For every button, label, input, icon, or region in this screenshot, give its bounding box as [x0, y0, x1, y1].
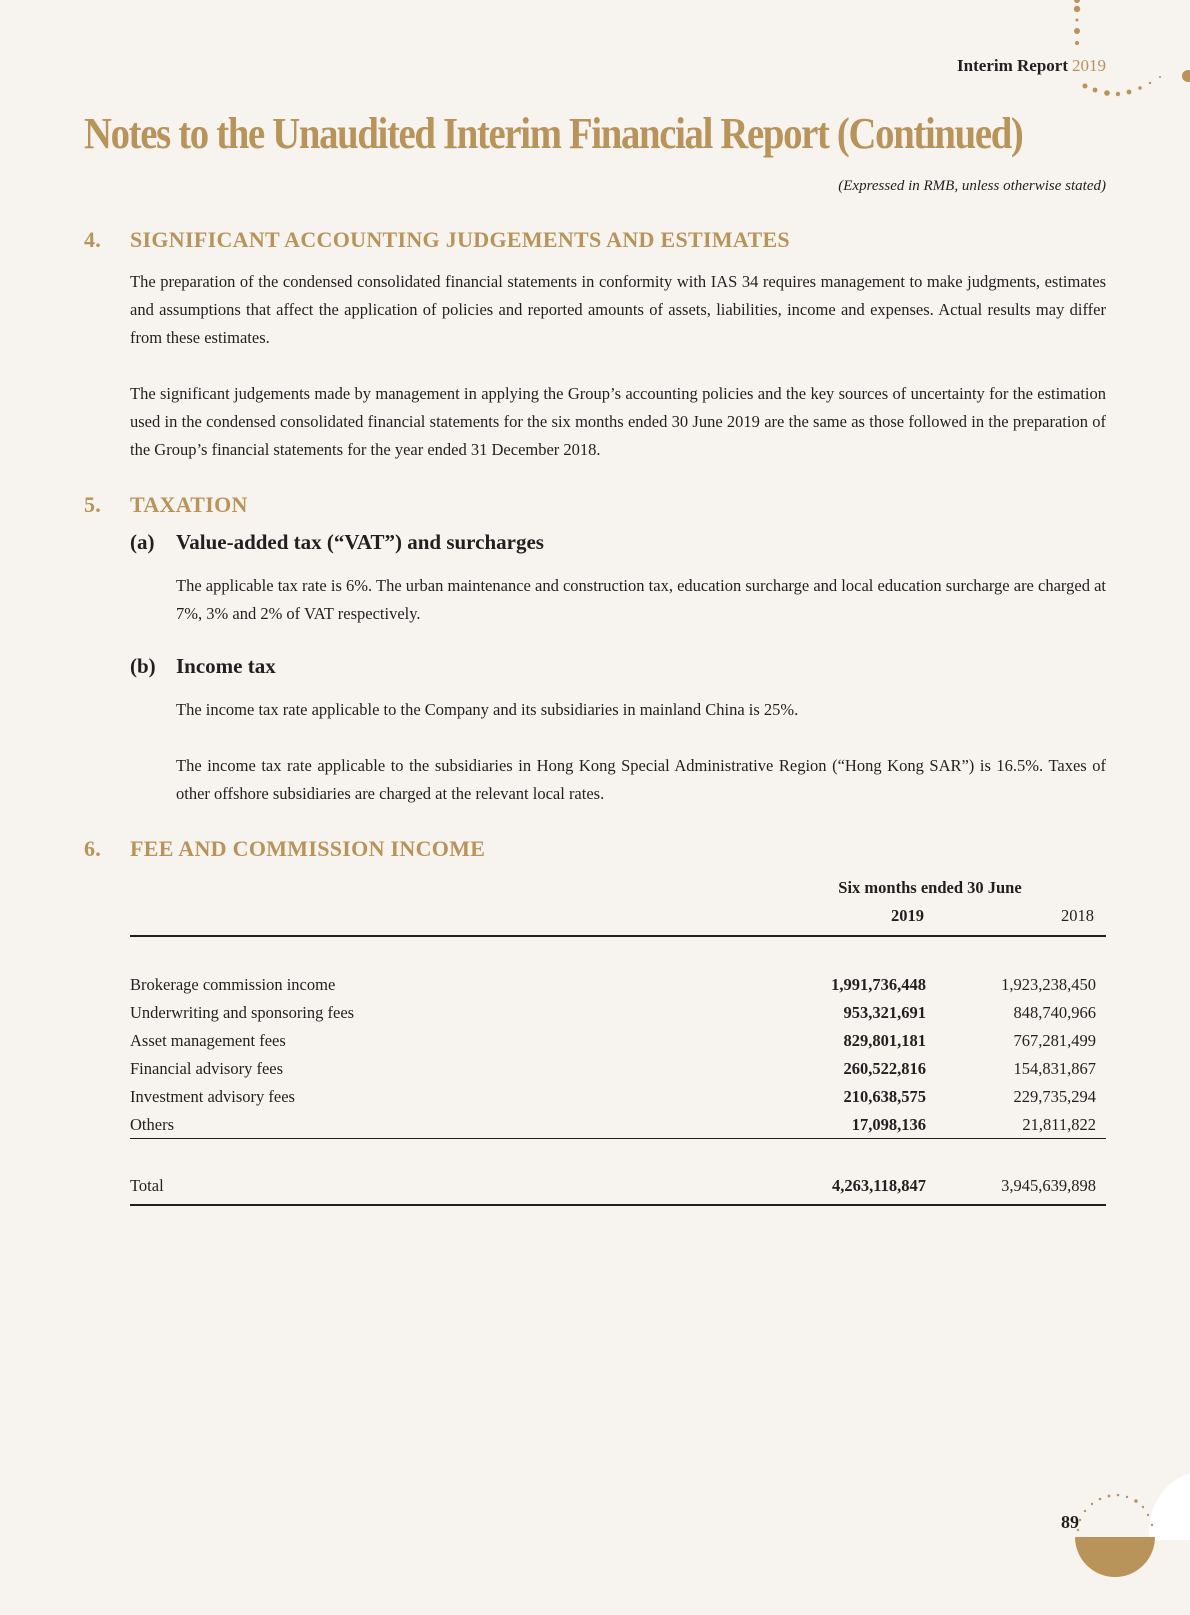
total-2018: 3,945,639,898: [1001, 1176, 1096, 1195]
value-2019: 829,801,181: [843, 1031, 926, 1050]
row-label: Others: [130, 1115, 174, 1134]
value-2018: 229,735,294: [1013, 1087, 1096, 1106]
row-label: Investment advisory fees: [130, 1087, 295, 1106]
subsection-title: Value-added tax (“VAT”) and surcharges: [176, 530, 544, 554]
subsection-letter: (a): [130, 530, 155, 554]
table-header-rule: [130, 935, 1106, 937]
paragraph: The applicable tax rate is 6%. The urban maintenance and construction tax, education surcharge and local education surcharge are charged at 7%, 3% and 2% of VAT respectively.: [176, 576, 1106, 623]
table-row: [130, 1059, 1106, 1087]
table-row: [130, 1003, 1106, 1031]
value-2018: 154,831,867: [1013, 1059, 1096, 1078]
table-row: [130, 1031, 1106, 1059]
report-label: Interim Report: [957, 56, 1068, 75]
total-label: Total: [130, 1176, 164, 1195]
total-rule: [130, 1204, 1106, 1206]
report-header: [957, 56, 1106, 76]
value-2018: 21,811,822: [1022, 1115, 1096, 1134]
paragraph: The income tax rate applicable to the Company and its subsidiaries in mainland China is 25%.: [176, 700, 799, 719]
section-number: 5.: [84, 492, 102, 517]
value-2019: 1,991,736,448: [831, 975, 926, 994]
value-2019: 17,098,136: [851, 1115, 926, 1134]
table-group-header: Six months ended 30 June: [838, 878, 1022, 897]
column-header-2018: 2018: [1061, 906, 1094, 925]
subsection-letter: (b): [130, 654, 156, 678]
subtotal-rule: [130, 1138, 1106, 1139]
currency-note: (Expressed in RMB, unless otherwise stated): [838, 178, 1106, 194]
section-heading-6: [84, 836, 485, 862]
value-2018: 848,740,966: [1013, 1003, 1096, 1022]
row-label: Underwriting and sponsoring fees: [130, 1003, 355, 1022]
value-2019: 210,638,575: [843, 1087, 926, 1106]
section-title: SIGNIFICANT ACCOUNTING JUDGEMENTS AND ESTIMATES: [130, 227, 790, 252]
paragraph: The significant judgements made by management in applying the Group’s accounting policies and the key sources of uncertainty for the estimation used in the condensed consolidated financial statements for the six months ended 30 June 2019 are the same as those followed in the preparation of the Group’s financial statements for the year ended 31 December 2018.: [130, 384, 1106, 459]
section-number: 4.: [84, 227, 102, 252]
total-2019: 4,263,118,847: [832, 1176, 926, 1195]
row-label: Financial advisory fees: [130, 1059, 284, 1078]
decorative-dots-top: [1060, 0, 1190, 110]
section-heading-5: [84, 492, 248, 518]
table-row: [130, 1087, 1106, 1115]
section-title: TAXATION: [130, 492, 248, 517]
column-header-2019: 2019: [891, 906, 924, 925]
row-label: Asset management fees: [130, 1031, 286, 1050]
page-number: 89: [1061, 1512, 1079, 1532]
page-title: Notes to the Unaudited Interim Financial Report (Continued): [84, 109, 1023, 158]
value-2018: 1,923,238,450: [1001, 975, 1096, 994]
subsection-heading-b: [130, 654, 276, 679]
value-2019: 260,522,816: [843, 1059, 926, 1078]
row-label: Brokerage commission income: [130, 975, 336, 994]
section-heading-4: [84, 227, 790, 253]
subsection-title: Income tax: [176, 654, 276, 678]
table-total-row: [130, 1176, 1106, 1204]
section-title: FEE AND COMMISSION INCOME: [130, 836, 486, 861]
paragraph: The income tax rate applicable to the subsidiaries in Hong Kong Special Administrative Region (“Hong Kong SAR”) is 16.5%. Taxes of other offshore subsidiaries are charged at the relevant local rates.: [176, 756, 1106, 803]
paragraph: The preparation of the condensed consolidated financial statements in conformity with IAS 34 requires management to make judgments, estimates and assumptions that affect the application of policies and reported amounts of assets, liabilities, income and expenses. Actual results may differ from these estimates.: [130, 272, 1106, 347]
decorative-half-circle: [1060, 1470, 1190, 1615]
value-2019: 953,321,691: [843, 1003, 926, 1022]
value-2018: 767,281,499: [1013, 1031, 1096, 1050]
report-year: 2019: [1072, 56, 1106, 75]
section-number: 6.: [84, 836, 102, 861]
table-row: [130, 975, 1106, 1003]
subsection-heading-a: [130, 530, 544, 555]
